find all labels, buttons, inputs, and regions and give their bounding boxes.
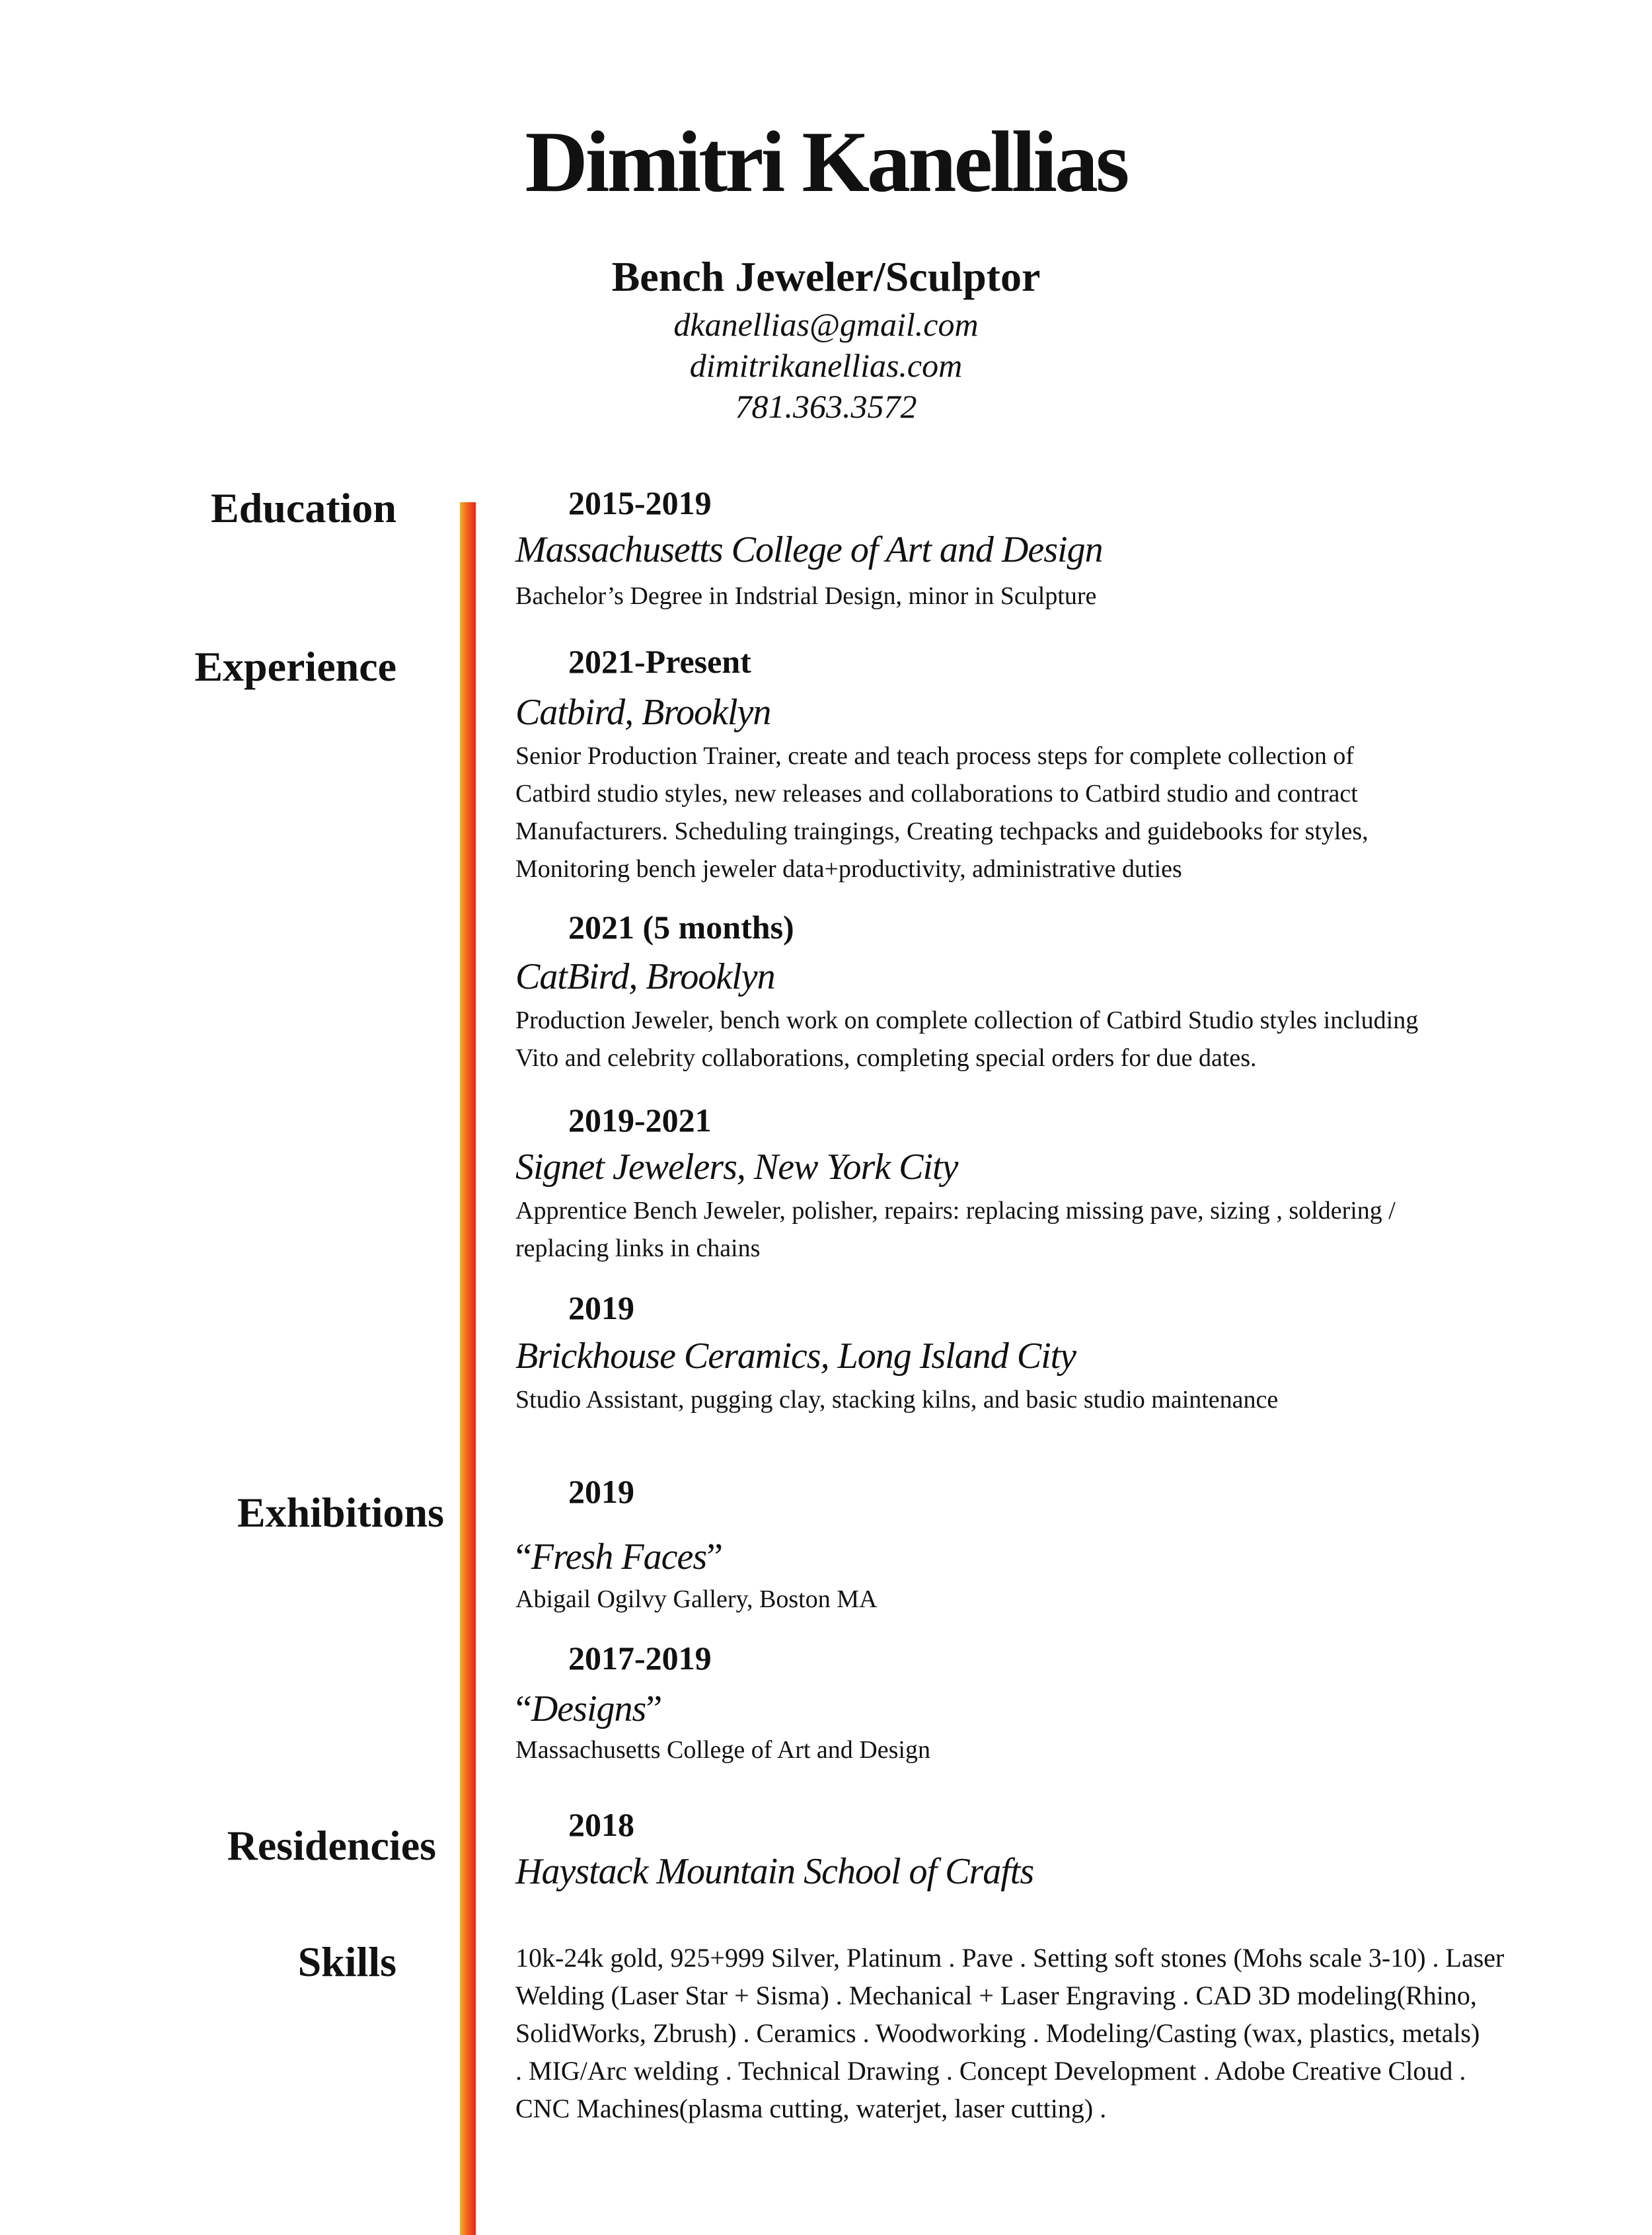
description-line: Monitoring bench jeweler data+productivity, administrative duties bbox=[515, 855, 1182, 883]
experience-years: 2019-2021 bbox=[568, 1102, 712, 1139]
skills-list bbox=[515, 1939, 1546, 2127]
quote-close: ” bbox=[646, 1688, 662, 1729]
exhibition-title bbox=[515, 1688, 661, 1730]
skills-line: . MIG/Arc welding . Technical Drawing . Concept Development . Adobe Creative Cloud . bbox=[515, 2056, 1466, 2086]
quote-close: ” bbox=[706, 1536, 722, 1577]
section-heading-experience: Experience bbox=[194, 643, 396, 690]
description-line: Production Jeweler, bench work on complete collection of Catbird Studio styles including bbox=[515, 1006, 1419, 1034]
section-heading-exhibitions: Exhibitions bbox=[237, 1489, 444, 1536]
description-line: Studio Assistant, pugging clay, stacking kilns, and basic studio maintenance bbox=[515, 1386, 1279, 1414]
skills-line: 10k-24k gold, 925+999 Silver, Platinum . Pave . Setting soft stones (Mohs scale 3-10) . Laser bbox=[515, 1943, 1505, 1973]
exhibition-title bbox=[515, 1536, 722, 1578]
experience-employer: Brickhouse Ceramics, Long Island City bbox=[515, 1336, 1076, 1377]
section-heading-education: Education bbox=[211, 484, 396, 531]
experience-description bbox=[515, 1002, 1546, 1077]
residency-place: Haystack Mountain School of Crafts bbox=[515, 1851, 1034, 1892]
website-link[interactable]: dimitrikanellias.com bbox=[689, 347, 963, 384]
exhibition-venue: Abigail Ogilvy Gallery, Boston MA bbox=[515, 1585, 878, 1613]
experience-employer: Catbird, Brooklyn bbox=[515, 692, 771, 733]
quote-open: “ bbox=[515, 1688, 531, 1729]
education-school: Massachusetts College of Art and Design bbox=[515, 529, 1103, 570]
experience-employer: Signet Jewelers, New York City bbox=[515, 1147, 958, 1188]
section-heading-residencies: Residencies bbox=[227, 1822, 436, 1869]
description-line: Apprentice Bench Jeweler, polisher, repairs: replacing missing pave, sizing , soldering / bbox=[515, 1197, 1396, 1225]
skills-line: SolidWorks, Zbrush) . Ceramics . Woodworking . Modeling/Casting (wax, plastics, metals) bbox=[515, 2018, 1480, 2048]
description-line: Manufacturers. Scheduling traingings, Creating techpacks and guidebooks for styles, bbox=[515, 817, 1369, 845]
description-line: Catbird studio styles, new releases and collaborations to Catbird studio and contract bbox=[515, 780, 1358, 808]
exhibition-title-text: Designs bbox=[531, 1688, 646, 1729]
education-years: 2015-2019 bbox=[568, 484, 712, 521]
experience-years: 2021 (5 months) bbox=[568, 909, 794, 946]
description-line: replacing links in chains bbox=[515, 1234, 761, 1262]
experience-description bbox=[515, 1381, 1546, 1419]
section-heading-skills: Skills bbox=[297, 1938, 396, 1985]
phone-number: 781.363.3572 bbox=[735, 388, 917, 425]
experience-description bbox=[515, 1192, 1546, 1268]
exhibition-years: 2019 bbox=[568, 1473, 634, 1510]
exhibition-venue: Massachusetts College of Art and Design bbox=[515, 1736, 930, 1764]
experience-years: 2019 bbox=[568, 1289, 634, 1326]
resume-name: Dimitri Kanellias bbox=[525, 113, 1127, 210]
accent-divider-bar bbox=[460, 502, 476, 2235]
description-line: Senior Production Trainer, create and teach process steps for complete collection of bbox=[515, 742, 1354, 770]
description-line: Vito and celebrity collaborations, completing special orders for due dates. bbox=[515, 1044, 1257, 1072]
skills-line: Welding (Laser Star + Sisma) . Mechanical + Laser Engraving . CAD 3D modeling(Rhino, bbox=[515, 1981, 1477, 2010]
experience-years: 2021-Present bbox=[568, 643, 751, 680]
email-address[interactable]: dkanellias@gmail.com bbox=[673, 306, 979, 343]
education-degree: Bachelor’s Degree in Indstrial Design, minor in Sculpture bbox=[515, 582, 1097, 610]
quote-open: “ bbox=[515, 1536, 531, 1577]
exhibition-title-text: Fresh Faces bbox=[531, 1536, 707, 1577]
experience-description bbox=[515, 738, 1546, 888]
experience-employer: CatBird, Brooklyn bbox=[515, 956, 775, 997]
skills-line: CNC Machines(plasma cutting, waterjet, laser cutting) . bbox=[515, 2094, 1107, 2123]
residency-years: 2018 bbox=[568, 1806, 634, 1843]
exhibition-years: 2017-2019 bbox=[568, 1640, 712, 1677]
job-title: Bench Jeweler/Sculptor bbox=[611, 253, 1041, 300]
